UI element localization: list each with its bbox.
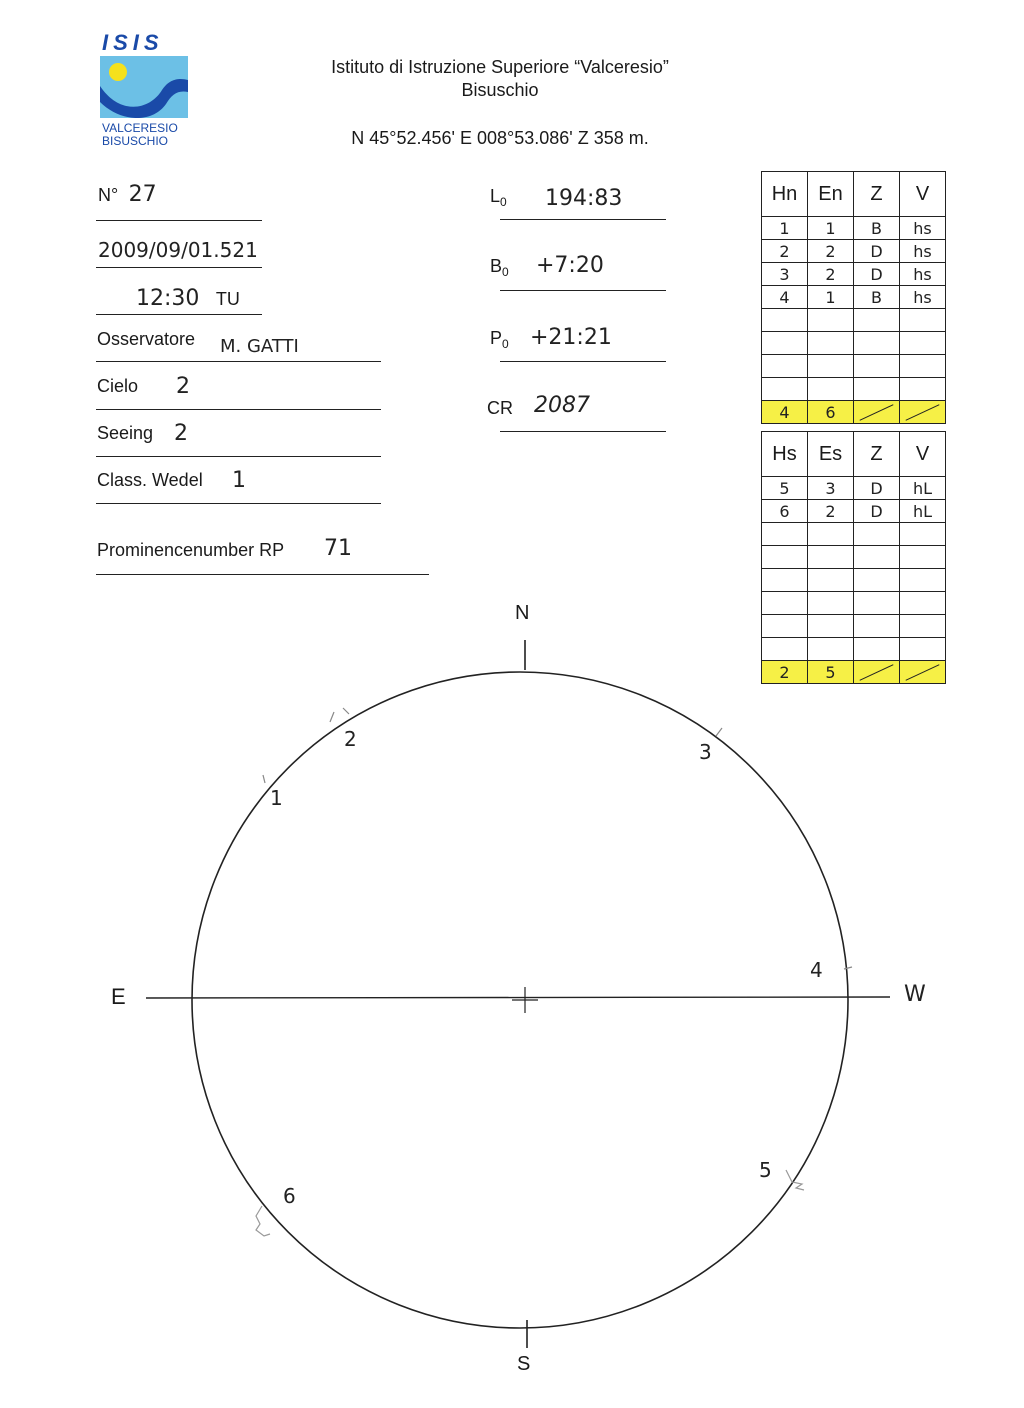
- prominence-label-3: 3: [699, 740, 712, 764]
- l0-label: L: [490, 186, 501, 206]
- observation-number-label: N°: [98, 185, 119, 205]
- sky-label: Cielo: [97, 376, 139, 396]
- table-cell: D: [854, 500, 900, 523]
- observation-time-unit: TU: [215, 289, 240, 309]
- cardinal-south: S: [517, 1353, 531, 1375]
- l0-field: $L_0$: [490, 186, 507, 209]
- north-header-z: Z: [854, 172, 900, 217]
- p0-field: $P_0$: [490, 328, 509, 351]
- table-cell: 3: [808, 477, 854, 500]
- table-cell: B: [854, 286, 900, 309]
- observer-label: Osservatore: [97, 329, 196, 349]
- p0-label: P: [490, 328, 503, 348]
- table-cell: D: [854, 477, 900, 500]
- cr-value: 2087: [534, 393, 590, 418]
- table-cell: D: [854, 263, 900, 286]
- observer-value: M. GATTI: [220, 336, 299, 357]
- table-cell: hL: [900, 500, 946, 523]
- prominence-mark: [716, 728, 722, 736]
- prominence-label-4: 4: [810, 958, 823, 982]
- observation-time-value: 12:30: [136, 286, 200, 311]
- cardinal-west: W: [904, 982, 926, 1007]
- institute-title: Istituto di Istruzione Superiore “Valceresio”: [331, 57, 669, 77]
- b0-field: $B_0$: [490, 256, 509, 279]
- institute-city: Bisuschio: [461, 80, 539, 100]
- table-cell: 5: [762, 477, 808, 500]
- b0-label: B: [490, 256, 503, 276]
- table-cell: 2: [808, 500, 854, 523]
- table-cell: 2: [808, 263, 854, 286]
- prominence-mark: [263, 775, 265, 783]
- table-cell: 2: [808, 240, 854, 263]
- table-cell: 3: [762, 263, 808, 286]
- cr-label: CR: [487, 398, 513, 418]
- south-total-hs: 2: [762, 661, 808, 684]
- table-cell: 1: [808, 217, 854, 240]
- wedel-class-label: Class. Wedel: [97, 470, 203, 490]
- south-header-es: Es: [808, 432, 854, 477]
- seeing-value: 2: [174, 421, 188, 446]
- table-cell: 1: [762, 217, 808, 240]
- b0-value: +7:20: [536, 253, 604, 278]
- l0-value: 194:83: [545, 186, 623, 211]
- logo-line1: VALCERESIO: [102, 121, 178, 135]
- cardinal-east: E: [111, 984, 126, 1009]
- observation-date-value: 2009/09/01.521: [98, 238, 258, 262]
- p0-value: +21:21: [530, 325, 612, 350]
- prominence-label-5: 5: [759, 1158, 772, 1182]
- table-cell: 1: [808, 286, 854, 309]
- table-cell: B: [854, 217, 900, 240]
- prominence-number-label: Prominencenumber RP: [97, 540, 285, 560]
- equator-line: [146, 997, 890, 998]
- sky-value: 2: [176, 374, 190, 399]
- prominence-number-value: 71: [324, 536, 352, 561]
- table-cell: hL: [900, 477, 946, 500]
- north-total-hn: 4: [762, 401, 808, 424]
- logo-brand: ISIS: [102, 30, 164, 55]
- prominence-mark: [844, 967, 852, 969]
- north-header-v: V: [900, 172, 946, 217]
- table-cell: 2: [762, 240, 808, 263]
- south-header-hs: Hs: [762, 432, 808, 477]
- wedel-class-value: 1: [232, 468, 246, 493]
- table-cell: hs: [900, 263, 946, 286]
- north-total-en: 6: [808, 401, 854, 424]
- observation-number-value: 27: [128, 182, 157, 207]
- north-header-hn: Hn: [762, 172, 808, 217]
- table-cell: hs: [900, 286, 946, 309]
- north-header-en: En: [808, 172, 854, 217]
- table-cell: D: [854, 240, 900, 263]
- prominence-label-1: 1: [270, 786, 283, 810]
- south-total-es: 5: [808, 661, 854, 684]
- table-cell: 6: [762, 500, 808, 523]
- prominence-label-6: 6: [283, 1184, 296, 1208]
- table-cell: hs: [900, 240, 946, 263]
- logo-line2: BISUSCHIO: [102, 134, 169, 148]
- cardinal-north: N: [515, 602, 530, 624]
- observatory-coordinates: N 45°52.456' E 008°53.086' Z 358 m.: [351, 128, 649, 148]
- south-header-v: V: [900, 432, 946, 477]
- prominence-label-2: 2: [344, 727, 357, 751]
- prominence-mark: [330, 708, 349, 722]
- south-header-z: Z: [854, 432, 900, 477]
- table-cell: 4: [762, 286, 808, 309]
- table-cell: hs: [900, 217, 946, 240]
- seeing-label: Seeing: [97, 423, 154, 443]
